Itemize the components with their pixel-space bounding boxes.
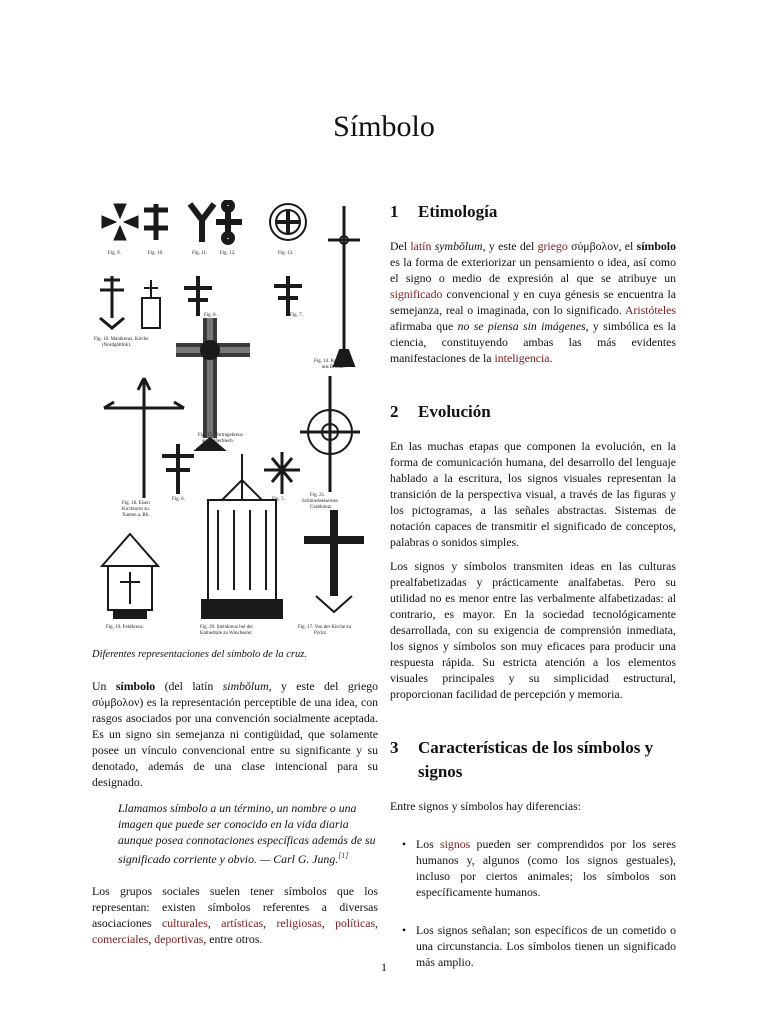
svg-text:Fig. 19. Feldkreuz.: Fig. 19. Feldkreuz. — [106, 625, 144, 630]
list-item: • Los signos señalan; son específicos de un cometido o una circunstancia. Los símbolos tienen un significado más amplio. — [402, 923, 676, 969]
cross-fig10-icon — [144, 204, 168, 240]
svg-text:Fig. 10.: Fig. 10. — [148, 251, 164, 256]
link-culturales[interactable]: culturales — [162, 915, 208, 930]
bullet-icon: • — [402, 923, 407, 937]
svg-text:Fig. 12.: Fig. 12. — [220, 251, 236, 256]
intro-paragraph: Un símbolo (del latín simbŏlum, y este del griego σύμβολον) es la representación perceptible de una idea, con rasgos asociados por una convención socialmente aceptada. Es un signo sin semejanza ni contigüidad, que solamente posee un vínculo convencional entre su significante y su denotado, además de una clase intencional para su designado. — [92, 679, 378, 789]
svg-text:Kirchturm zu: Kirchturm zu — [122, 507, 149, 512]
wayside-shrine-icon — [102, 534, 158, 618]
cross-fig12-icon — [216, 202, 242, 242]
svg-text:Grabkreuz.: Grabkreuz. — [310, 505, 333, 510]
svg-text:Fig. 16. Mantkreuz, Kirche: Fig. 16. Mantkreuz, Kirche — [94, 337, 149, 342]
link-griego[interactable]: griego — [537, 239, 568, 253]
link-comerciales[interactable]: comerciales — [92, 931, 149, 946]
cross-fig5-icon — [264, 452, 300, 494]
list-item: • Los signos pueden ser comprendidos por los seres humanos y, algunos (como los signos gestuales), incluso por ciertos animales; los símbolos son específicamente humanos. — [402, 837, 676, 899]
left-column — [92, 200, 378, 947]
y-cross-icon — [190, 204, 214, 242]
double-cross-fig8-icon — [184, 276, 212, 316]
svg-text:Fig. 17. Von der Kirche zu: Fig. 17. Von der Kirche zu — [298, 625, 352, 630]
svg-text:aus Bronze.: aus Bronze. — [322, 365, 346, 370]
double-cross-fig7-icon — [274, 276, 302, 316]
cross-fig16-icon — [100, 276, 124, 328]
link-aristoteles[interactable]: Aristóteles — [624, 303, 676, 317]
link-politicas[interactable]: políticas — [335, 915, 376, 930]
svg-text:Schmiedeeisernes: Schmiedeeisernes — [302, 499, 338, 504]
jung-quote: Llamamos símbolo a un término, un nombre o una imagen que puede ser conocido en la vida diaria aunque posea connotaciones específicas además de su significado corriente y obvio. — Carl G. Jung.[1] — [118, 801, 376, 866]
groups-paragraph: Los grupos sociales suelen tener símbolos que los representan: existen símbolos referentes a diversas asociaciones culturales, artísticas, religiosas, políticas, comerciales, deportivas, entre otros. — [92, 883, 378, 946]
cross-fig6-icon — [162, 444, 194, 494]
link-latin[interactable]: latín — [410, 239, 432, 253]
bullet-icon: • — [402, 837, 407, 851]
svg-text:Fig. 21.: Fig. 21. — [310, 493, 326, 498]
svg-text:(Nordgöttink).: (Nordgöttink). — [102, 343, 132, 348]
svg-text:Fig. 11.: Fig. 11. — [192, 251, 208, 256]
link-artisticas[interactable]: artísticas — [221, 915, 264, 930]
link-significado[interactable]: significado — [390, 287, 443, 301]
section-heading-caracteristicas: 3 Características de los símbolos y signos — [390, 738, 654, 781]
svg-text:Fig. 14. Kruzifix: Fig. 14. Kruzifix — [314, 359, 348, 364]
svg-text:Fig. 7.: Fig. 7. — [290, 313, 303, 318]
church-cross-fig17-icon — [304, 510, 364, 612]
processional-cross-icon — [176, 318, 250, 450]
figure-caption: Diferentes representaciones del símbolo de la cruz. — [92, 649, 307, 660]
svg-text:Xanten a. Rh.: Xanten a. Rh. — [122, 513, 150, 518]
link-deportivas[interactable]: deportivas — [154, 931, 204, 946]
reference-link-1[interactable]: [1] — [338, 851, 349, 860]
wrought-iron-cross-icon — [300, 376, 360, 492]
svg-text:Pyritz.: Pyritz. — [314, 631, 328, 636]
term-simbolo: símbolo — [115, 679, 156, 693]
svg-text:aus Silberblech.: aus Silberblech. — [202, 439, 234, 444]
link-signos[interactable]: signos — [440, 837, 471, 851]
link-inteligencia[interactable]: inteligencia — [494, 351, 550, 365]
iron-cross-fig18-icon — [104, 378, 184, 498]
svg-text:Fig. 15. Vortragekreuz: Fig. 15. Vortragekreuz — [198, 433, 243, 438]
crosses-figure — [92, 200, 378, 638]
evolucion-paragraph-1: En las muchas etapas que componen la evolución, en la forma de comunicación humana, del desarrollo del lenguaje hablado a la escritura, los signos visuales representan la transición de la perspectiva visual, a través de las figuras y los pictogramas, a las señales abstractas. Sistemas de notación capaces de transmitir el significado de conceptos, palabras o sonidos simples. — [390, 439, 676, 549]
ornate-crucifix-icon — [328, 206, 360, 366]
cross-lantern-icon — [142, 280, 160, 328]
gothic-stone-cross-icon — [202, 454, 282, 618]
svg-text:Fig. 18. Eisen: Fig. 18. Eisen — [122, 501, 150, 506]
svg-text:Kathedrale zu Winchester.: Kathedrale zu Winchester. — [200, 631, 253, 636]
evolucion-paragraph-2: Los signos y símbolos transmiten ideas en las culturas prealfabetizadas y prácticamente analfabetas. Pero su utilidad no es menor entre las verbalmente alfabetizadas: al contrario, es mayor. En la sociedad tecnológicamente desarrollada, con su exigencia de comprensión inmediata, los signos y símbolos son muy eficaces para producir una respuesta rápida. Su estricta atención a los elementos visuales principales y su simplicidad estructural, proporcionan facilidad de percepción y memoria. — [390, 559, 676, 701]
maltese-cross-icon — [102, 204, 138, 240]
link-religiosas[interactable]: religiosas — [276, 915, 322, 930]
round-cross-icon — [270, 204, 306, 240]
section-heading-evolucion: 2 Evolución — [390, 402, 491, 421]
etimologia-paragraph: Del latín symbŏlum, y este del griego σύμβολον, el símbolo es la forma de exteriorizar un pensamiento o idea, así como el signo o medio de expresión al que se atribuye un significado convencional y en cuya génesis se encuentra la semejanza, real o imaginada, con lo significado. Aristóteles afirmaba que no se piensa sin imágenes, y simbólica es la ciencia, constituyendo ambas las más evidentes manifestaciones de la inteligencia. — [390, 239, 677, 365]
caracteristicas-intro: Entre signos y símbolos hay diferencias: — [390, 799, 582, 813]
section-heading-etimologia: 1 Etimología — [390, 202, 498, 221]
svg-text:Fig. 8.: Fig. 8. — [204, 313, 217, 318]
svg-text:Fig. 20. Steinkreuz bei der: Fig. 20. Steinkreuz bei der — [200, 625, 254, 630]
differences-list — [390, 836, 676, 970]
svg-text:Fig. 6.: Fig. 6. — [172, 497, 185, 502]
page-title: Símbolo — [333, 110, 435, 143]
svg-text:Fig. 9.: Fig. 9. — [108, 251, 121, 256]
svg-text:Fig. 13.: Fig. 13. — [278, 251, 294, 256]
svg-text:Fig. 5.: Fig. 5. — [272, 497, 285, 502]
page-number: 1 — [381, 960, 387, 974]
right-column — [390, 200, 676, 970]
crosses-illustration — [92, 200, 378, 638]
